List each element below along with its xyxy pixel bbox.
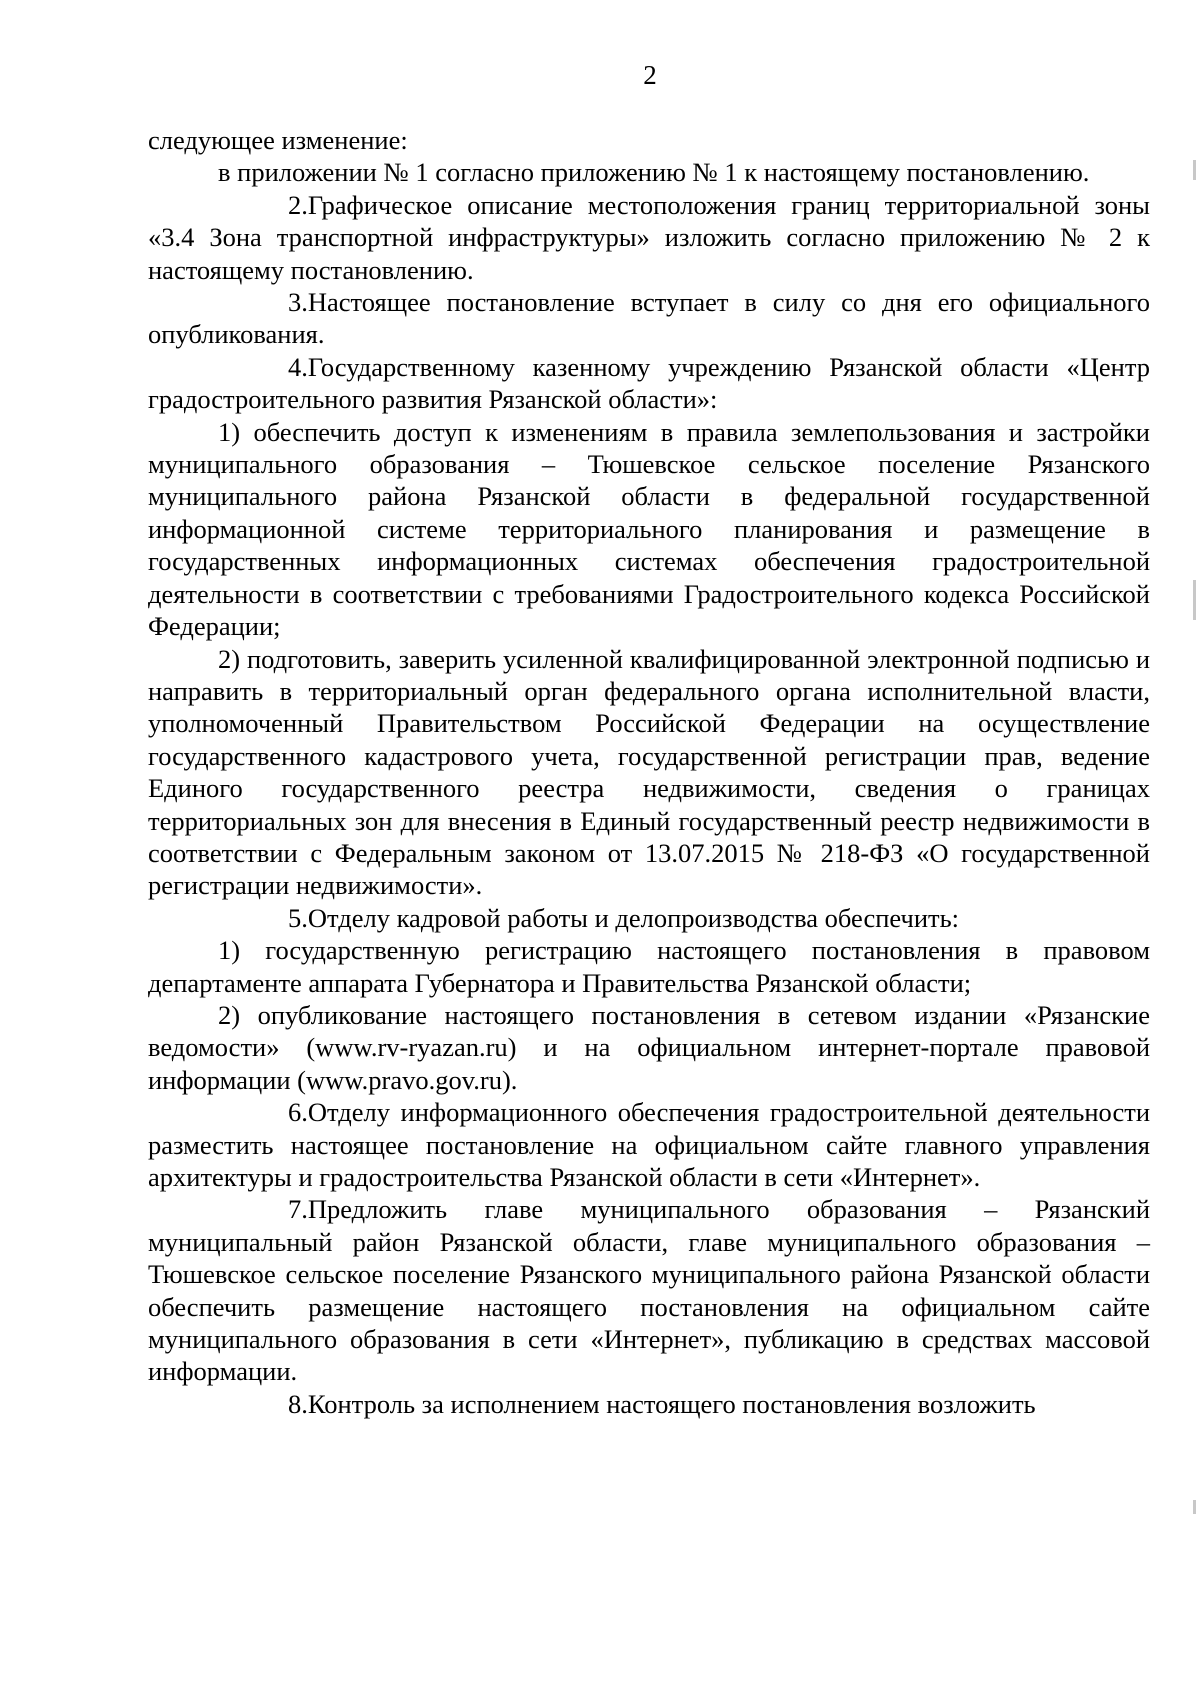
paragraph-item-3: [148, 286, 1150, 351]
paragraph-text: Государственному казенному учреждению Рязанской области «Центр градостроительного развития Рязанской области»:: [148, 351, 1150, 415]
paragraph-appendix-note: [148, 156, 1150, 188]
paragraph-text: Настоящее постановление вступает в силу со дня его официального опубликования.: [148, 287, 1150, 350]
paragraph-text: 2) опубликование настоящего постановления в сетевом издании «Рязанские ведомости» (www.rv-ryazan.ru) и на официальном интернет-портале правовой информации (www.pravo.gov.ru).: [148, 999, 1150, 1095]
paragraph-number: 8.: [288, 1388, 308, 1419]
paragraph-item-7: [148, 1193, 1150, 1387]
paragraph-text: Отделу кадровой работы и делопроизводства обеспечить:: [307, 902, 960, 933]
paragraph-intro: [148, 124, 1150, 156]
paragraph-item-8: [148, 1388, 1150, 1420]
page-number: 2: [643, 60, 657, 90]
paragraph-number: 2.: [288, 189, 308, 220]
paragraph-item-5-1: [148, 934, 1150, 999]
paragraph-text: Предложить главе муниципального образования – Рязанский муниципальный район Рязанской области, главе муниципального образования – Тюшевское сельское поселение Рязанского муниципального района Рязанской области обеспечить размещение настоящего постановления на официальном сайте муниципального образования в сети «Интернет», публикацию в средствах массовой информации.: [148, 1194, 1150, 1387]
paragraph-number: 7.: [288, 1194, 308, 1225]
paragraph-number: 6.: [288, 1097, 308, 1128]
paragraph-item-4: [148, 351, 1150, 416]
scan-edge-mark: [1193, 580, 1196, 620]
paragraph-number: 3.: [288, 287, 308, 318]
paragraph-item-6: [148, 1096, 1150, 1193]
paragraph-item-4-2: [148, 643, 1150, 902]
paragraph-number: 4.: [288, 351, 308, 382]
paragraph-text: Графическое описание местоположения границ территориальной зоны «3.4 Зона транспортной инфраструктуры» изложить согласно приложению № 2 к настоящему постановлению.: [148, 189, 1150, 285]
paragraph-text: следующее изменение:: [148, 125, 408, 155]
scan-edge-mark: [1193, 160, 1196, 180]
paragraph-item-4-1: [148, 416, 1150, 643]
scan-edge-mark: [1193, 1500, 1196, 1514]
paragraph-text: 1) обеспечить доступ к изменениям в правила землепользования и застройки муниципального образования – Тюшевское сельское поселение Рязанского муниципального района Рязанской области в федеральной государственной информационной системе территориального планирования и размещение в государственных информационных системах обеспечения градостроительной деятельности в соответствии с требованиями Градостроительного кодекса Российской Федерации;: [148, 416, 1150, 642]
paragraph-text: Отделу информационного обеспечения градостроительной деятельности разместить настоящее постановление на официальном сайте главного управления архитектуры и градостроительства Рязанской области в сети «Интернет».: [148, 1097, 1150, 1192]
paragraph-item-5: [148, 902, 1150, 934]
paragraph-item-2: [148, 189, 1150, 286]
paragraph-number: 5.: [288, 902, 308, 933]
paragraph-text: 1) государственную регистрацию настоящего постановления в правовом департаменте аппарата Губернатора и Правительства Рязанской области;: [148, 935, 1150, 998]
paragraph-item-5-2: [148, 999, 1150, 1096]
paragraph-text: в приложении № 1 согласно приложению № 1 к настоящему постановлению.: [218, 157, 1090, 188]
document-body: [148, 124, 1150, 1420]
paragraph-text: 2) подготовить, заверить усиленной квалифицированной электронной подписью и направить в территориальный орган федерального органа исполнительной власти, уполномоченный Правительством Российской Федерации на осуществление государственного кадастрового учета, государственной регистрации прав, ведение Единого государственного реестра недвижимости, сведения о границах территориальных зон для внесения в Единый государственный реестр недвижимости в соответствии с Федеральным законом от 13.07.2015 № 218-ФЗ «О государственной регистрации недвижимости».: [148, 643, 1150, 901]
paragraph-text: Контроль за исполнением настоящего постановления возложить: [307, 1388, 1036, 1419]
